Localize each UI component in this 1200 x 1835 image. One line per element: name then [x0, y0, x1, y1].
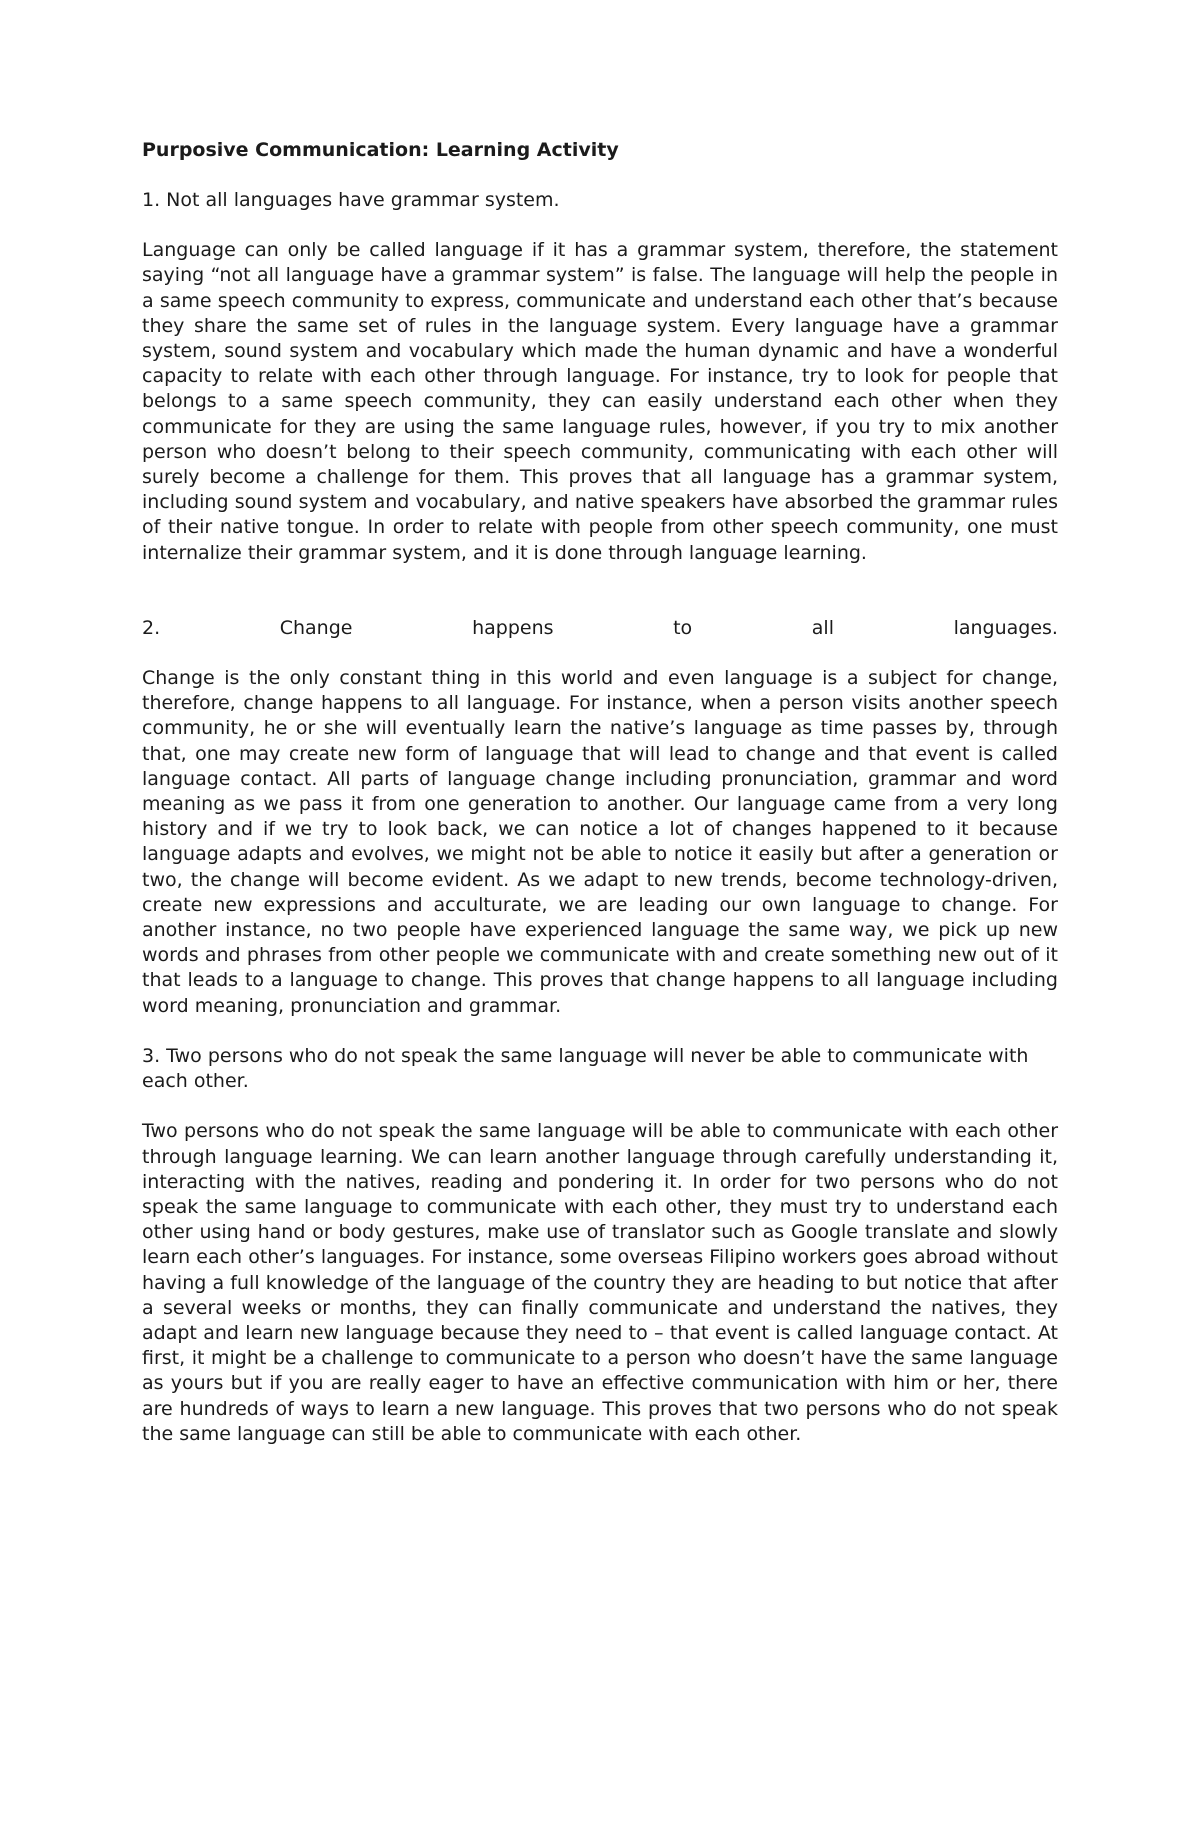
- question-3: 3. Two persons who do not speak the same language will never be able to communicate with each other.: [142, 1044, 1029, 1093]
- answer-1: Language can only be called language if it has a grammar system, therefore, the statement saying “not all language have a grammar system” is false. The language will help the people in a same speech community to express, communicate and understand each other that’s because they share the same set of rules in the language system. Every language have a grammar system, sound system and vocabulary which made the human dynamic and have a wonderful capacity to relate with each other through language. For instance, try to look for people that belongs to a same speech community, they can easily understand each other when they communicate for they are using the same language rules, however, if you try to mix another person who doesn’t belong to their speech community, communicating with each other will surely become a challenge for them. This proves that all language has a grammar system, including sound system and vocabulary, and native speakers have absorbed the grammar rules of their native tongue. In order to relate with people from other speech community, one must internalize their grammar system, and it is done through language learning.: [142, 239, 1058, 564]
- question-2-word: 2.: [142, 616, 161, 639]
- question-2-word: Change: [279, 616, 353, 639]
- question-2-word: happens: [472, 616, 554, 639]
- question-2-word: all: [811, 616, 834, 639]
- question-1: 1. Not all languages have grammar system.: [142, 189, 560, 211]
- question-2: [142, 616, 1058, 641]
- question-2-word: languages.: [953, 616, 1058, 639]
- document-page: [142, 138, 1058, 1447]
- question-2-word: to: [673, 616, 693, 639]
- answer-3: Two persons who do not speak the same language will be able to communicate with each other through language learning. We can learn another language through carefully understanding it, interacting with the natives, reading and pondering it. In order for two persons who do not speak the same language to communicate with each other, they must try to understand each other using hand or body gestures, make use of translator such as Google translate and slowly learn each other’s languages. For instance, some overseas Filipino workers goes abroad without having a full knowledge of the language of the country they are heading to but notice that after a several weeks or months, they can finally communicate and understand the natives, they adapt and learn new language because they need to – that event is called language contact. At first, it might be a challenge to communicate to a person who doesn’t have the same language as yours but if you are really eager to have an effective communication with him or her, there are hundreds of ways to learn a new language. This proves that two persons who do not speak the same language can still be able to communicate with each other.: [142, 1120, 1058, 1445]
- document-title: Purposive Communication: Learning Activity: [142, 139, 619, 161]
- answer-2: Change is the only constant thing in this world and even language is a subject for change, therefore, change happens to all language. For instance, when a person visits another speech community, he or she will eventually learn the native’s language as time passes by, through that, one may create new form of language that will lead to change and that event is called language contact. All parts of language change including pronunciation, grammar and word meaning as we pass it from one generation to another. Our language came from a very long history and if we try to look back, we can notice a lot of changes happened to it because language adapts and evolves, we might not be able to notice it easily but after a generation or two, the change will become evident. As we adapt to new trends, become technology-driven, create new expressions and acculturate, we are leading our own language to change. For another instance, no two people have experienced language the same way, we pick up new words and phrases from other people we communicate with and create something new out of it that leads to a language to change. This proves that change happens to all language including word meaning, pronunciation and grammar.: [142, 667, 1058, 1017]
